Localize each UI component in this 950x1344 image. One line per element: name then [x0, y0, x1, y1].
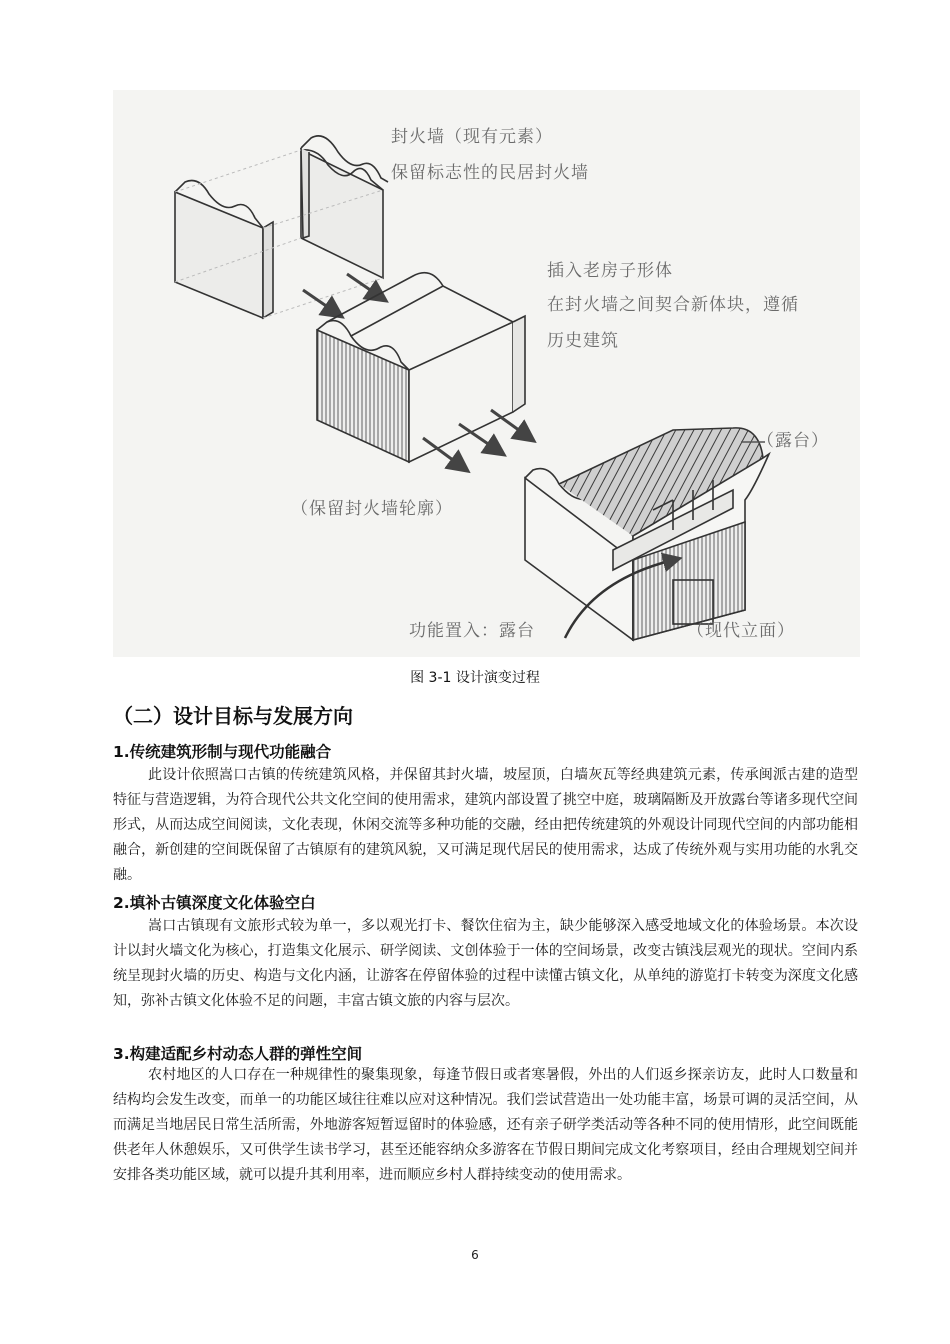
- design-evolution-figure: [113, 90, 860, 657]
- label-terrace: （露台）: [757, 431, 829, 451]
- page-number: 6: [471, 1248, 479, 1262]
- subsection-2-paragraph: 嵩口古镇现有文旅形式较为单一，多以观光打卡、餐饮住宿为主，缺少能够深入感受地域文化的体验场景。本次设计以封火墙文化为核心，打造集文化展示、研学阅读、文创体验于一体的空间场景，改变古镇浅层观光的现状。空间内系统呈现封火墙的历史、构造与文化内涵，让游客在停留体验的过程中读懂古镇文化，从单纯的游览打卡转变为深度文化感知，弥补古镇文化体验不足的问题，丰富古镇文旅的内容与层次。: [113, 918, 858, 1009]
- subsection-3-title: 3.构建适配乡村动态人群的弹性空间: [113, 1045, 363, 1063]
- figure-caption: 图 3-1 设计演变过程: [410, 670, 540, 686]
- label-modern-facade: （现代立面）: [687, 621, 795, 641]
- label-function: 功能置入：露台: [409, 621, 535, 641]
- label-insert-desc-2: 历史建筑: [547, 331, 619, 351]
- label-fire-wall-title: 封火墙（现有元素）: [391, 127, 553, 147]
- label-fire-wall-desc: 保留标志性的民居封火墙: [391, 163, 589, 183]
- subsection-1-title: 1.传统建筑形制与现代功能融合: [113, 743, 332, 761]
- section-heading: （二）设计目标与发展方向: [113, 704, 353, 728]
- label-insert-title: 插入老房子形体: [547, 261, 673, 281]
- subsection-1-paragraph: 此设计依照嵩口古镇的传统建筑风格，并保留其封火墙，坡屋顶，白墙灰瓦等经典建筑元素，传承闽派古建的造型特征与营造逻辑，为符合现代公共文化空间的使用需求，建筑内部设置了挑空中庭，玻璃隔断及开放露台等诸多现代空间形式，从而达成空间阅读，文化表现，休闲交流等多种功能的交融，经由把传统建筑的外观设计同现代空间的内部功能相融合，新创建的空间既保留了古镇原有的建筑风貌，又可满足现代居民的使用需求，达成了传统外观与实用功能的水乳交融。: [113, 767, 858, 883]
- label-retain-outline: （保留封火墙轮廓）: [291, 499, 453, 519]
- subsection-2-title: 2.填补古镇深度文化体验空白: [113, 894, 316, 912]
- subsection-3-paragraph: 农村地区的人口存在一种规律性的聚集现象，每逢节假日或者寒暑假，外出的人们返乡探亲访友，此时人口数量和结构均会发生改变，而单一的功能区域往往难以应对这种情况。我们尝试营造出一处功能丰富，场景可调的灵活空间，从而满足当地居民日常生活所需，外地游客短暂逗留时的体验感，还有亲子研学类活动等各种不同的使用情形，此空间既能供老年人休憩娱乐，又可供学生读书学习，甚至还能容纳众多游客在节假日期间完成文化考察项目，经由合理规划空间并安排各类功能区域，就可以提升其利用率，进而顺应乡村人群持续变动的使用需求。: [113, 1067, 858, 1183]
- label-insert-desc-1: 在封火墙之间契合新体块，遵循: [547, 295, 799, 315]
